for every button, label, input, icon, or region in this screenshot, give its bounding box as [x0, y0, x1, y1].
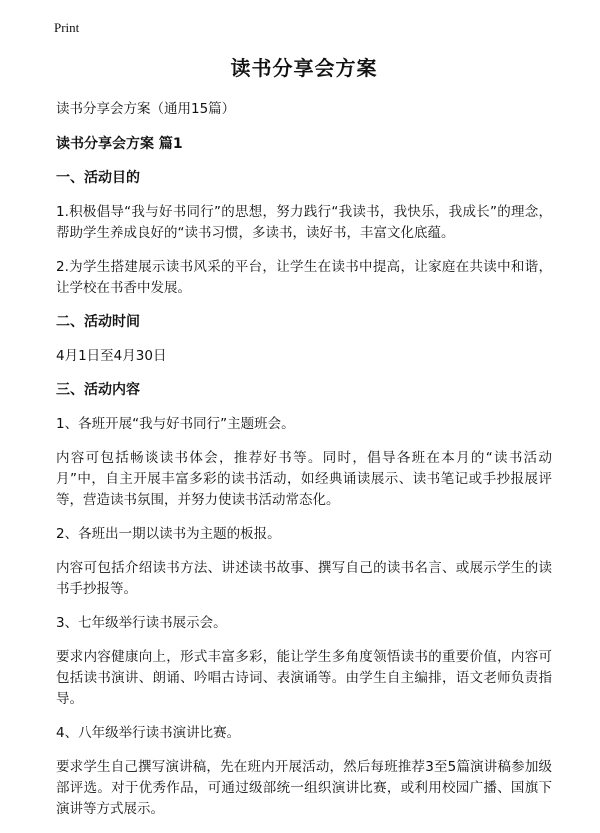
content-item-2: 2、各班出一期以读书为主题的板报。	[56, 526, 281, 542]
document-title: 读书分享会方案	[230, 56, 378, 80]
paragraph-purpose-1: 1.积极倡导“我与好书同行”的思想，努力践行“我读书，我快乐，我成长”的理念，帮助学生养成良好的“读书习惯，多读书，读好书，丰富文化底蕴。	[56, 204, 552, 241]
content-paragraph-1: 内容可包括畅谈读书体会，推荐好书等。同时，倡导各班在本月的“读书活动月”中，自主开展丰富多彩的读书活动，如经典诵读展示、读书笔记或手抄报展评等，营造读书氛围，并努力使读书活动常态化。	[56, 450, 552, 508]
paragraph-purpose-2: 2.为学生搭建展示读书风采的平台，让学生在读书中提高，让家庭在共读中和谐，让学校在书香中发展。	[56, 259, 552, 296]
content-item-3: 3、七年级举行读书展示会。	[56, 615, 227, 631]
section-title: 读书分享会方案 篇1	[56, 136, 183, 152]
heading-purpose: 一、活动目的	[56, 170, 140, 186]
content-paragraph-4: 要求学生自己撰写演讲稿，先在班内开展活动，然后每班推荐3至5篇演讲稿参加级部评选。对于优秀作品，可通过级部统一组织演讲比赛，或利用校园广播、国旗下演讲等方式展示。	[56, 759, 552, 817]
document-subtitle: 读书分享会方案（通用15篇）	[56, 101, 236, 117]
content-paragraph-3: 要求内容健康向上，形式丰富多彩，能让学生多角度领悟读书的重要价值，内容可包括读书演讲、朗诵、吟唱古诗词、表演诵等。由学生自主编排，语文老师负责指导。	[56, 649, 552, 707]
content-paragraph-2: 内容可包括介绍读书方法、讲述读书故事、撰写自己的读书名言、或展示学生的读书手抄报等。	[56, 560, 552, 597]
activity-date: 4月1日至4月30日	[56, 348, 167, 364]
print-link[interactable]: Print	[54, 20, 80, 35]
content-item-1: 1、各班开展“我与好书同行”主题班会。	[56, 416, 295, 432]
content-item-4: 4、八年级举行读书演讲比赛。	[56, 725, 241, 741]
document-body	[56, 52, 552, 833]
heading-time: 二、活动时间	[56, 314, 140, 330]
heading-content: 三、活动内容	[56, 382, 140, 398]
